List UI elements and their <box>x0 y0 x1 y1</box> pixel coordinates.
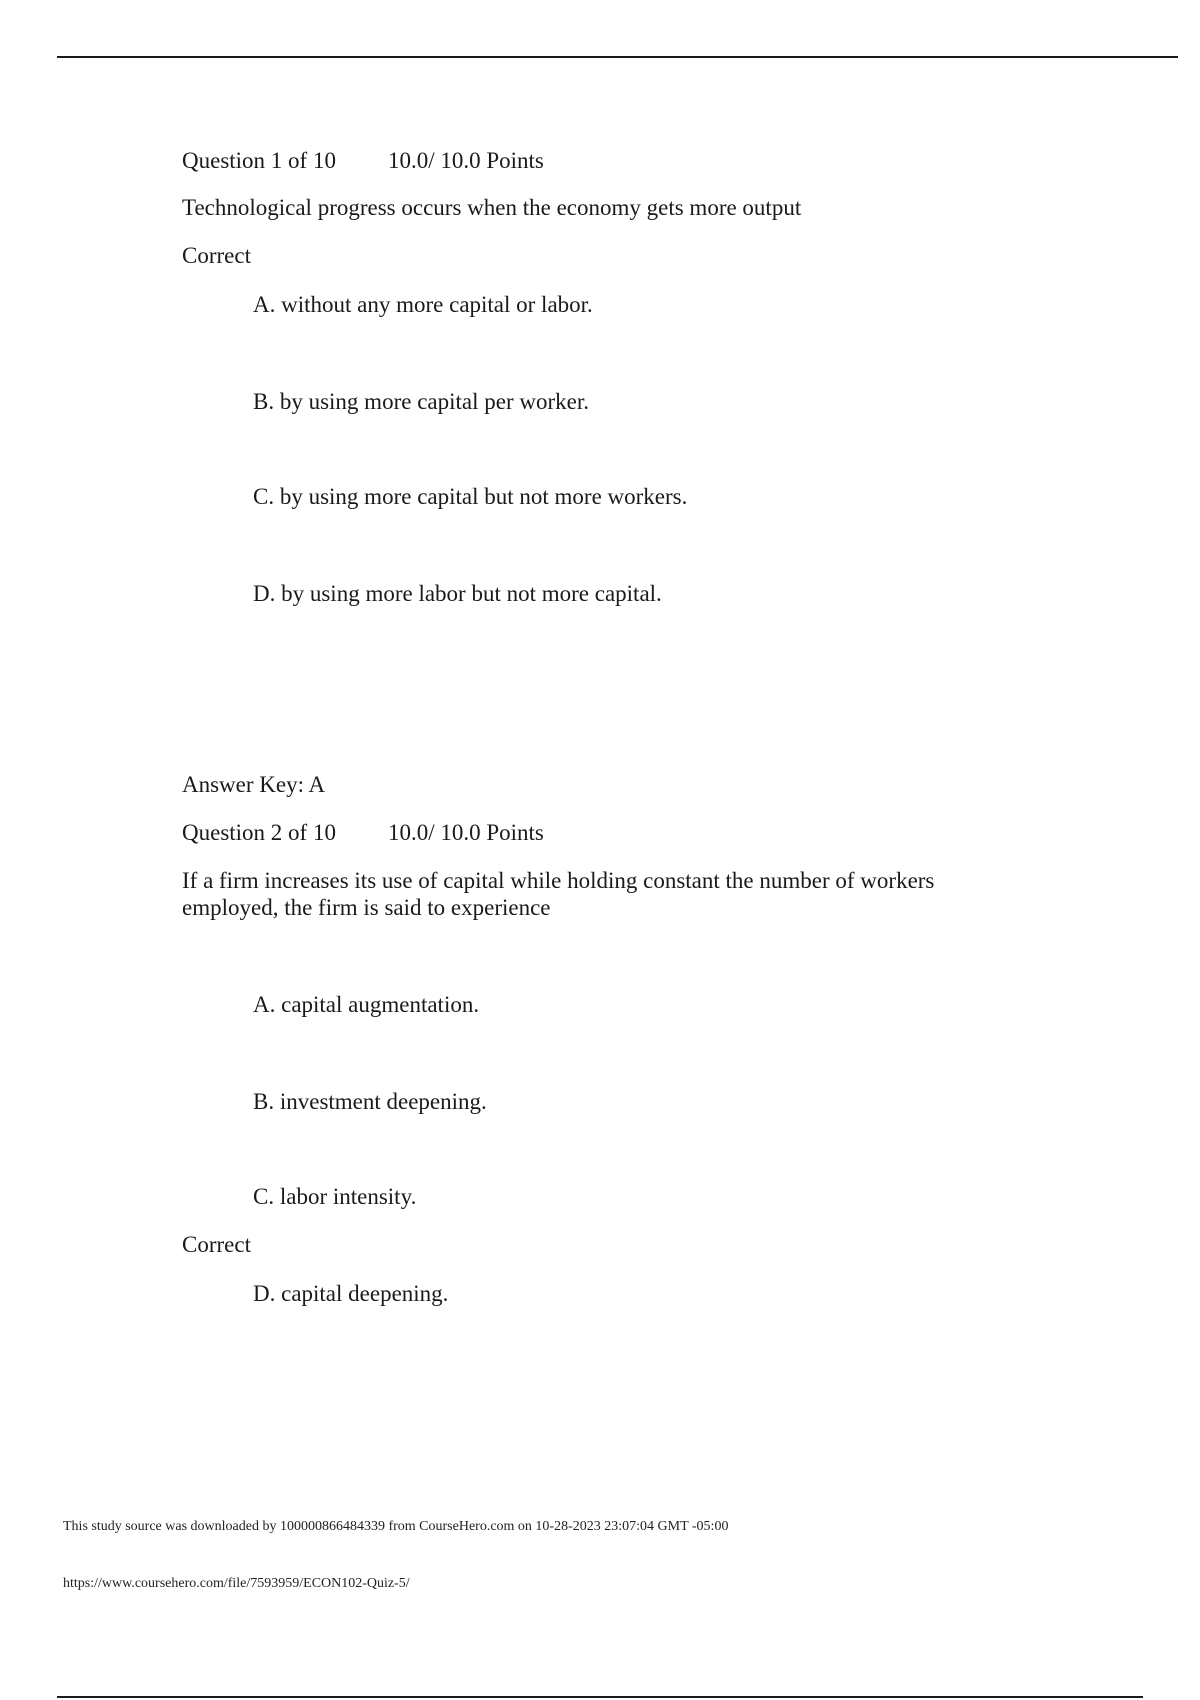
question-1-correct-label: Correct <box>182 243 251 268</box>
question-2-number: Question 2 of 10 <box>182 820 336 845</box>
question-1-option-b[interactable]: B. by using more capital per worker. <box>253 389 589 414</box>
question-1-option-a[interactable]: A. without any more capital or labor. <box>253 292 593 317</box>
question-1-number: Question 1 of 10 <box>182 148 336 173</box>
question-1-option-d[interactable]: D. by using more labor but not more capital. <box>253 581 662 606</box>
question-2-points: 10.0/ 10.0 Points <box>387 820 544 845</box>
question-1-prompt: Technological progress occurs when the economy gets more output <box>182 195 802 220</box>
question-2-prompt: If a firm increases its use of capital while holding constant the number of workers employed, the firm is said to experience <box>182 868 935 920</box>
question-1-option-c[interactable]: C. by using more capital but not more workers. <box>253 484 688 509</box>
source-url-link[interactable]: https://www.coursehero.com/file/7593959/ECON102-Quiz-5/ <box>63 1576 410 1591</box>
question-1-answer-key: Answer Key: A <box>182 772 326 797</box>
question-2-option-d[interactable]: D. capital deepening. <box>253 1281 449 1306</box>
question-2-option-a[interactable]: A. capital augmentation. <box>253 992 480 1017</box>
question-2-option-c[interactable]: C. labor intensity. <box>253 1184 417 1209</box>
top-divider <box>57 56 1178 58</box>
question-2-option-b[interactable]: B. investment deepening. <box>253 1089 487 1114</box>
download-source-notice: This study source was downloaded by 100000866484339 from CourseHero.com on 10-28-2023 23:07:04 GMT -05:00 <box>63 1519 729 1534</box>
question-2-correct-label: Correct <box>182 1232 251 1257</box>
question-1-points: 10.0/ 10.0 Points <box>387 148 544 173</box>
bottom-divider <box>57 1696 1143 1698</box>
question-1-header <box>182 147 544 174</box>
question-2-header <box>182 819 544 846</box>
